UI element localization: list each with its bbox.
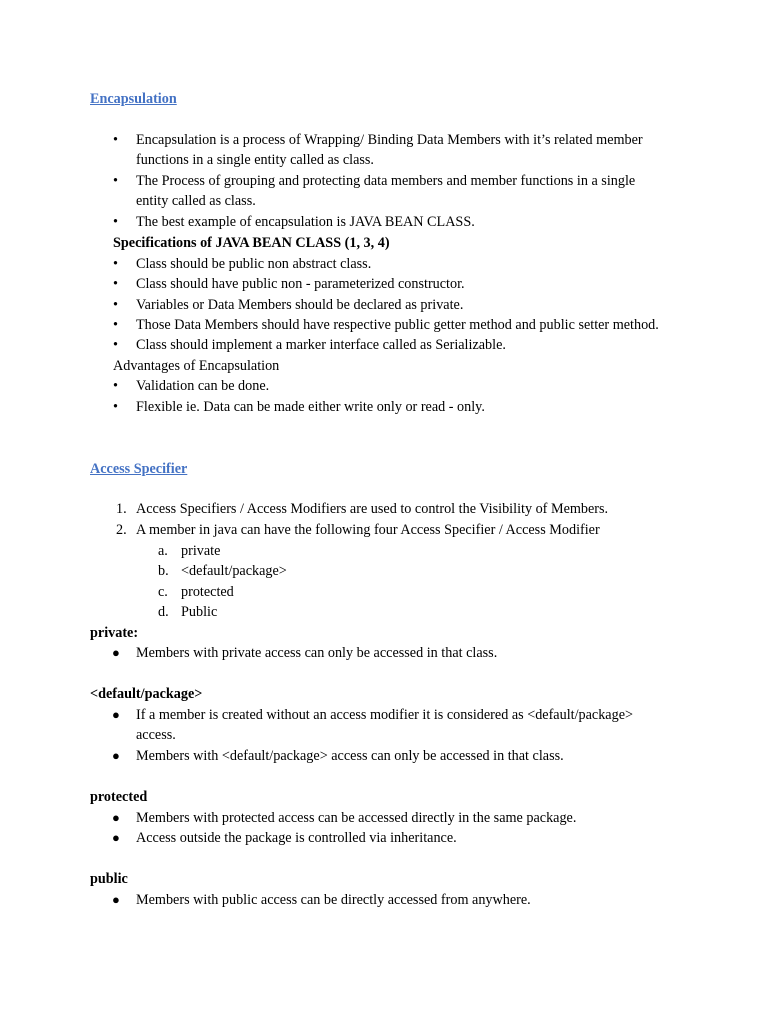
list-number: 1.	[116, 501, 127, 517]
bullet-marker: •	[113, 337, 118, 353]
list-letter: a.	[158, 543, 168, 559]
numbered-item-1: Access Specifiers / Access Modifiers are used to control the Visibility of Members.	[136, 501, 609, 517]
advantages-heading: Advantages of Encapsulation	[113, 358, 280, 374]
spec-bullet-4: Those Data Members should have respective public getter method and public setter method.	[136, 317, 659, 333]
dot-marker: ●	[112, 748, 120, 763]
encapsulation-heading[interactable]: Encapsulation	[90, 91, 177, 107]
advantage-bullet-2: Flexible ie. Data can be made either write only or read - only.	[136, 399, 485, 415]
dot-marker: ●	[112, 892, 120, 907]
spec-bullet-2: Class should have public non - parameterized constructor.	[136, 276, 465, 292]
public-item-1: Members with public access can be directly accessed from anywhere.	[136, 892, 531, 908]
bullet-marker: •	[113, 297, 118, 313]
protected-item-2: Access outside the package is controlled via inheritance.	[136, 830, 457, 846]
spec-bullet-5: Class should implement a marker interface called as Serializable.	[136, 337, 506, 353]
default-heading: <default/package>	[90, 686, 203, 702]
dot-marker: ●	[112, 810, 120, 825]
bullet-marker: •	[113, 276, 118, 292]
list-letter: d.	[158, 604, 169, 620]
list-number: 2.	[116, 522, 127, 538]
spec-heading: Specifications of JAVA BEAN CLASS (1, 3, 4)	[113, 235, 390, 251]
encapsulation-bullet-1-line-1: Encapsulation is a process of Wrapping/ Binding Data Members with it’s related member	[136, 132, 643, 148]
default-item-2: Members with <default/package> access can only be accessed in that class.	[136, 748, 564, 764]
private-item-1: Members with private access can only be accessed in that class.	[136, 645, 498, 661]
lettered-item-protected: protected	[181, 584, 234, 600]
default-item-1-line-2: access.	[136, 727, 176, 743]
bullet-marker: •	[113, 132, 118, 148]
encapsulation-bullet-2-line-2: entity called as class.	[136, 193, 256, 209]
lettered-item-public: Public	[181, 604, 218, 620]
private-heading: private:	[90, 625, 139, 641]
dot-marker: ●	[112, 645, 120, 660]
dot-marker: ●	[112, 830, 120, 845]
access-specifier-heading[interactable]: Access Specifier	[90, 461, 188, 477]
default-item-1-line-1: If a member is created without an access modifier it is considered as <default/package>	[136, 707, 633, 723]
numbered-item-2: A member in java can have the following four Access Specifier / Access Modifier	[136, 522, 600, 538]
public-heading: public	[90, 871, 128, 887]
lettered-item-default: <default/package>	[181, 563, 287, 579]
protected-heading: protected	[90, 789, 148, 805]
spec-bullet-3: Variables or Data Members should be declared as private.	[136, 297, 464, 313]
spec-bullet-1: Class should be public non abstract class.	[136, 256, 372, 272]
list-letter: b.	[158, 563, 169, 579]
lettered-item-private: private	[181, 543, 221, 559]
bullet-marker: •	[113, 214, 118, 230]
bullet-marker: •	[113, 317, 118, 333]
dot-marker: ●	[112, 707, 120, 722]
encapsulation-bullet-3: The best example of encapsulation is JAVA BEAN CLASS.	[136, 214, 475, 230]
encapsulation-bullet-2-line-1: The Process of grouping and protecting data members and member functions in a single	[136, 173, 636, 189]
advantage-bullet-1: Validation can be done.	[136, 378, 270, 394]
bullet-marker: •	[113, 378, 118, 394]
bullet-marker: •	[113, 399, 118, 415]
bullet-marker: •	[113, 173, 118, 189]
encapsulation-bullet-1-line-2: functions in a single entity called as class.	[136, 152, 374, 168]
bullet-marker: •	[113, 256, 118, 272]
list-letter: c.	[158, 584, 168, 600]
protected-item-1: Members with protected access can be accessed directly in the same package.	[136, 810, 577, 826]
